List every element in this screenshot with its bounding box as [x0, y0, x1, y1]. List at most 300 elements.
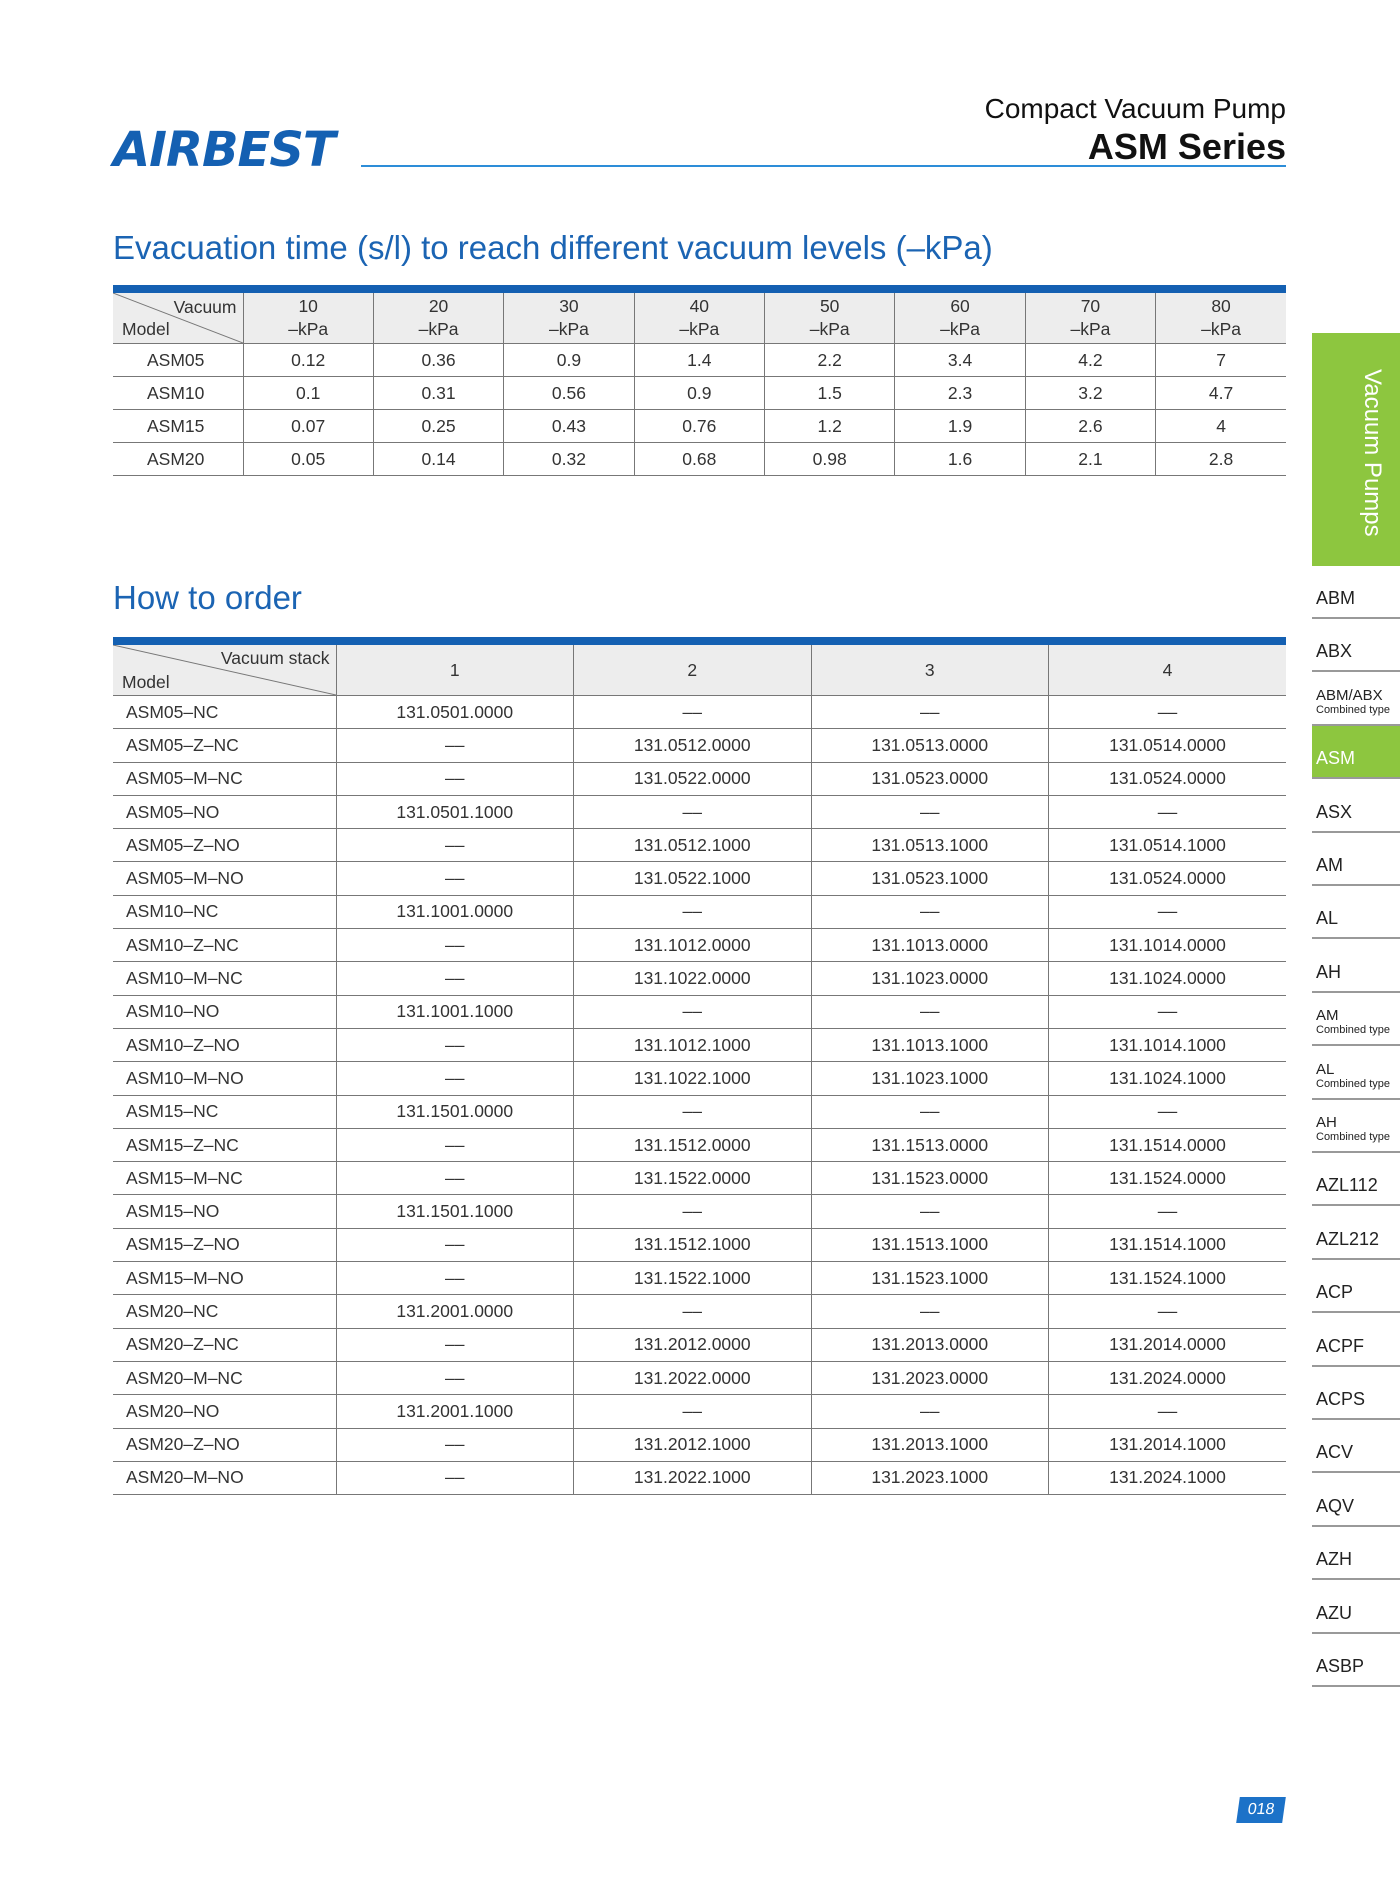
- order-number-cell: ––: [1049, 995, 1287, 1028]
- model-cell: ASM15–M–NO: [113, 1262, 336, 1295]
- order-number-cell: 131.1523.0000: [811, 1162, 1049, 1195]
- column-unit: –kPa: [809, 319, 850, 339]
- order-number-cell: ––: [574, 1195, 812, 1228]
- page-number-badge: [1236, 1797, 1286, 1823]
- nav-item-label: ACV: [1316, 1442, 1354, 1463]
- order-number-cell: ––: [1049, 895, 1287, 928]
- table-row: [113, 696, 1286, 729]
- evacuation-time-cell: 3.2: [1025, 377, 1155, 410]
- model-cell: ASM15–M–NC: [113, 1162, 336, 1195]
- header-subtitle: Compact Vacuum Pump: [984, 93, 1286, 124]
- evacuation-column-header: [634, 289, 764, 344]
- evacuation-column-header: [504, 289, 634, 344]
- evacuation-time-cell: 0.12: [243, 344, 373, 377]
- model-cell: ASM05–M–NO: [113, 862, 336, 895]
- model-cell: ASM10–Z–NO: [113, 1028, 336, 1061]
- order-number-cell: ––: [336, 1461, 574, 1494]
- nav-item-label: ASX: [1316, 801, 1353, 822]
- order-number-cell: 131.1514.0000: [1049, 1128, 1287, 1161]
- order-number-cell: ––: [574, 995, 812, 1028]
- order-number-cell: 131.1501.0000: [336, 1095, 574, 1128]
- evacuation-time-cell: 4.7: [1156, 377, 1286, 410]
- table-row: [113, 443, 1286, 476]
- nav-item-label: AH: [1316, 1113, 1337, 1131]
- order-number-cell: 131.1501.1000: [336, 1195, 574, 1228]
- order-number-cell: 131.1023.1000: [811, 1062, 1049, 1095]
- order-number-cell: 131.2023.1000: [811, 1461, 1049, 1494]
- model-cell: ASM15–NC: [113, 1095, 336, 1128]
- order-table: [113, 637, 1286, 1495]
- nav-item-azl112[interactable]: [1312, 1153, 1400, 1206]
- order-number-cell: ––: [336, 1228, 574, 1261]
- nav-item-label: ACPS: [1316, 1388, 1366, 1409]
- order-number-cell: ––: [574, 1295, 812, 1328]
- evacuation-time-cell: 0.14: [373, 443, 503, 476]
- evacuation-time-cell: 0.76: [634, 410, 764, 443]
- order-number-cell: 131.2012.0000: [574, 1328, 812, 1361]
- table-row: [113, 895, 1286, 928]
- order-number-cell: ––: [336, 862, 574, 895]
- evacuation-corner-cell: [113, 289, 243, 344]
- table-row: [113, 1062, 1286, 1095]
- order-number-cell: ––: [336, 1062, 574, 1095]
- evacuation-column-header: [1025, 289, 1155, 344]
- order-number-cell: 131.1513.1000: [811, 1228, 1049, 1261]
- order-number-cell: ––: [336, 962, 574, 995]
- order-number-cell: 131.1012.1000: [574, 1028, 812, 1061]
- nav-item-label: ACPF: [1316, 1335, 1365, 1356]
- order-number-cell: ––: [336, 1262, 574, 1295]
- order-number-cell: 131.2012.1000: [574, 1428, 812, 1461]
- table-row: [113, 795, 1286, 828]
- nav-item-label-group: [1316, 1549, 1352, 1570]
- order-number-cell: 131.2014.1000: [1049, 1428, 1287, 1461]
- nav-item-label: AH: [1316, 961, 1342, 982]
- model-cell: ASM10–NC: [113, 895, 336, 928]
- evacuation-time-cell: 0.1: [243, 377, 373, 410]
- order-number-cell: ––: [336, 1328, 574, 1361]
- nav-item-label-group: [1316, 1004, 1390, 1036]
- order-number-cell: 131.1001.1000: [336, 995, 574, 1028]
- order-number-cell: ––: [811, 696, 1049, 729]
- nav-item-sublabel: Combined type: [1316, 703, 1390, 716]
- nav-item-asx[interactable]: [1312, 779, 1400, 832]
- order-number-cell: ––: [1049, 1395, 1287, 1428]
- vacuum-stack-column-header: 1: [336, 641, 574, 696]
- evacuation-time-cell: 0.32: [504, 443, 634, 476]
- evacuation-time-cell: 1.5: [765, 377, 895, 410]
- order-number-cell: 131.1024.1000: [1049, 1062, 1287, 1095]
- table-row: [113, 1295, 1286, 1328]
- order-number-cell: 131.1023.0000: [811, 962, 1049, 995]
- nav-item-label: ACP: [1316, 1282, 1354, 1303]
- table-row: [113, 829, 1286, 862]
- nav-item-label-group: [1316, 1389, 1365, 1410]
- order-number-cell: ––: [811, 1095, 1049, 1128]
- nav-item-label-group: [1316, 855, 1343, 876]
- table-row: [113, 1128, 1286, 1161]
- nav-item-label: ASBP: [1316, 1655, 1365, 1676]
- order-number-cell: 131.0501.1000: [336, 795, 574, 828]
- order-number-cell: ––: [574, 1095, 812, 1128]
- order-number-cell: 131.1524.0000: [1049, 1162, 1287, 1195]
- nav-item-label-group: [1316, 1111, 1390, 1143]
- model-cell: ASM15–NO: [113, 1195, 336, 1228]
- nav-item-label-group: [1316, 588, 1355, 609]
- nav-item-label: AZL112: [1316, 1175, 1378, 1196]
- order-number-cell: ––: [811, 795, 1049, 828]
- nav-item-abx[interactable]: [1312, 619, 1400, 672]
- nav-item-am[interactable]: [1312, 833, 1400, 886]
- order-number-cell: ––: [336, 1162, 574, 1195]
- model-cell: ASM05–NC: [113, 696, 336, 729]
- nav-item-label-group: [1316, 1603, 1352, 1624]
- order-table-body: [113, 696, 1286, 1495]
- nav-item-acp[interactable]: [1312, 1260, 1400, 1313]
- order-number-cell: 131.1022.0000: [574, 962, 812, 995]
- evacuation-time-cell: 0.43: [504, 410, 634, 443]
- order-number-cell: 131.0513.1000: [811, 829, 1049, 862]
- order-number-cell: 131.0522.0000: [574, 762, 812, 795]
- nav-item-label-group: [1316, 802, 1352, 823]
- nav-item-label: ASM: [1316, 748, 1356, 769]
- order-number-cell: ––: [1049, 1295, 1287, 1328]
- column-vacuum-value: 60: [950, 296, 970, 316]
- order-number-cell: 131.2022.0000: [574, 1361, 812, 1394]
- evacuation-time-cell: 1.4: [634, 344, 764, 377]
- evacuation-column-header: [243, 289, 373, 344]
- table-row: [113, 1428, 1286, 1461]
- column-vacuum-value: 70: [1080, 296, 1101, 316]
- evacuation-time-cell: 0.31: [373, 377, 503, 410]
- corner-label-vacuum-stack: Vacuum stack: [220, 648, 330, 668]
- column-unit: –kPa: [418, 319, 459, 339]
- order-number-cell: 131.2001.0000: [336, 1295, 574, 1328]
- table-row: [113, 995, 1286, 1028]
- evacuation-time-cell: 1.2: [765, 410, 895, 443]
- column-unit: –kPa: [679, 319, 720, 339]
- table-row: [113, 377, 1286, 410]
- order-number-cell: ––: [811, 895, 1049, 928]
- evacuation-column-header: [895, 289, 1025, 344]
- nav-item-azu[interactable]: [1312, 1580, 1400, 1633]
- column-unit: –kPa: [1201, 319, 1241, 339]
- order-number-cell: 131.1014.1000: [1049, 1028, 1287, 1061]
- order-number-cell: ––: [336, 929, 574, 962]
- table-row: [113, 410, 1286, 443]
- order-number-cell: 131.1012.0000: [574, 929, 812, 962]
- evacuation-section-title: Evacuation time (s/l) to reach different vacuum levels (–kPa): [113, 229, 993, 266]
- evacuation-time-cell: 0.56: [504, 377, 634, 410]
- page-number: 018: [1246, 1801, 1276, 1818]
- evacuation-time-cell: 0.68: [634, 443, 764, 476]
- table-row: [113, 344, 1286, 377]
- order-section-title: How to order: [113, 579, 302, 616]
- nav-item-label: ABM: [1316, 588, 1356, 608]
- evacuation-time-cell: 2.2: [765, 344, 895, 377]
- order-header-row: [113, 641, 1286, 696]
- column-vacuum-value: 80: [1211, 296, 1231, 316]
- corner-label-model: Model: [122, 672, 170, 692]
- page-header: [113, 88, 1286, 178]
- model-cell: ASM20: [113, 443, 243, 476]
- order-number-cell: 131.0524.0000: [1049, 762, 1287, 795]
- order-number-cell: 131.1014.0000: [1049, 929, 1287, 962]
- column-vacuum-value: 20: [428, 296, 449, 316]
- evacuation-column-header: [373, 289, 503, 344]
- nav-item-label-group: [1316, 684, 1390, 716]
- order-number-cell: 131.1524.1000: [1049, 1262, 1287, 1295]
- nav-item-label: AQV: [1316, 1495, 1355, 1516]
- corner-label-model: Model: [122, 319, 170, 339]
- evacuation-time-cell: 4.2: [1025, 344, 1155, 377]
- nav-item-al-combined[interactable]: [1312, 1046, 1400, 1099]
- evacuation-time-cell: 2.3: [895, 377, 1025, 410]
- column-unit: –kPa: [288, 319, 329, 339]
- order-number-cell: 131.1512.0000: [574, 1128, 812, 1161]
- order-number-cell: ––: [336, 1361, 574, 1394]
- order-number-cell: ––: [336, 829, 574, 862]
- table-row: [113, 1361, 1286, 1394]
- vacuum-stack-column-header: 3: [811, 641, 1049, 696]
- nav-item-label-group: [1316, 641, 1352, 662]
- nav-item-abm-abx-combined[interactable]: [1312, 672, 1400, 725]
- evacuation-time-cell: 0.9: [634, 377, 764, 410]
- evacuation-column-header: [1156, 289, 1286, 344]
- order-number-cell: 131.0524.0000: [1049, 862, 1287, 895]
- nav-item-azh[interactable]: [1312, 1527, 1400, 1580]
- evacuation-time-cell: 0.9: [504, 344, 634, 377]
- order-number-cell: ––: [336, 1028, 574, 1061]
- corner-label-vacuum: Vacuum: [173, 297, 237, 317]
- order-number-cell: 131.2022.1000: [574, 1461, 812, 1494]
- evacuation-time-cell: 0.36: [373, 344, 503, 377]
- model-cell: ASM20–Z–NC: [113, 1328, 336, 1361]
- order-number-cell: ––: [811, 1195, 1049, 1228]
- nav-item-label-group: [1316, 1336, 1364, 1357]
- model-cell: ASM20–Z–NO: [113, 1428, 336, 1461]
- order-number-cell: ––: [336, 729, 574, 762]
- order-number-cell: 131.1022.1000: [574, 1062, 812, 1095]
- evacuation-table: [113, 285, 1286, 476]
- order-number-cell: 131.2001.1000: [336, 1395, 574, 1428]
- order-number-cell: 131.1523.1000: [811, 1262, 1049, 1295]
- nav-item-al[interactable]: [1312, 886, 1400, 939]
- model-cell: ASM15: [113, 410, 243, 443]
- evacuation-time-cell: 2.8: [1156, 443, 1286, 476]
- model-cell: ASM20–M–NC: [113, 1361, 336, 1394]
- nav-item-label-group: [1316, 1058, 1390, 1090]
- nav-item-sublabel: Combined type: [1316, 1130, 1390, 1143]
- nav-item-ah[interactable]: [1312, 939, 1400, 992]
- evacuation-time-cell: 2.1: [1025, 443, 1155, 476]
- header-title: ASM Series: [1087, 126, 1286, 167]
- order-number-cell: ––: [1049, 1095, 1287, 1128]
- nav-item-label-group: [1316, 748, 1355, 769]
- table-row: [113, 1095, 1286, 1128]
- nav-item-label-group: [1316, 1229, 1379, 1250]
- order-number-cell: 131.0513.0000: [811, 729, 1049, 762]
- order-number-cell: 131.2024.1000: [1049, 1461, 1287, 1494]
- column-unit: –kPa: [940, 319, 980, 339]
- order-number-cell: 131.2024.0000: [1049, 1361, 1287, 1394]
- order-number-cell: 131.2014.0000: [1049, 1328, 1287, 1361]
- order-number-cell: ––: [574, 795, 812, 828]
- order-number-cell: ––: [811, 1295, 1049, 1328]
- evacuation-time-cell: 4: [1156, 410, 1286, 443]
- model-cell: ASM05–M–NC: [113, 762, 336, 795]
- order-number-cell: 131.1013.0000: [811, 929, 1049, 962]
- order-number-cell: 131.0523.0000: [811, 762, 1049, 795]
- model-cell: ASM05–Z–NC: [113, 729, 336, 762]
- order-number-cell: 131.1513.0000: [811, 1128, 1049, 1161]
- order-number-cell: 131.1522.0000: [574, 1162, 812, 1195]
- model-cell: ASM10–M–NC: [113, 962, 336, 995]
- nav-item-label-group: [1316, 908, 1338, 929]
- column-vacuum-value: 30: [559, 296, 579, 316]
- model-cell: ASM10–Z–NC: [113, 929, 336, 962]
- table-row: [113, 929, 1286, 962]
- order-number-cell: 131.1001.0000: [336, 895, 574, 928]
- nav-item-label: AM: [1316, 1007, 1339, 1025]
- table-row: [113, 1262, 1286, 1295]
- column-vacuum-value: 50: [819, 296, 840, 316]
- order-number-cell: 131.1522.1000: [574, 1262, 812, 1295]
- order-number-cell: ––: [574, 1395, 812, 1428]
- order-corner-cell: [113, 641, 336, 696]
- table-row: [113, 762, 1286, 795]
- model-cell: ASM10: [113, 377, 243, 410]
- order-number-cell: ––: [1049, 795, 1287, 828]
- order-number-cell: 131.2013.0000: [811, 1328, 1049, 1361]
- evacuation-header-row: [113, 289, 1286, 344]
- order-number-cell: 131.0522.1000: [574, 862, 812, 895]
- evacuation-time-cell: 3.4: [895, 344, 1025, 377]
- order-number-cell: ––: [574, 696, 812, 729]
- nav-item-label: ABM/ABX: [1316, 686, 1383, 704]
- evacuation-time-cell: 0.25: [373, 410, 503, 443]
- evacuation-time-cell: 1.6: [895, 443, 1025, 476]
- model-cell: ASM05–NO: [113, 795, 336, 828]
- nav-item-acpf[interactable]: [1312, 1313, 1400, 1366]
- order-number-cell: 131.2023.0000: [811, 1361, 1049, 1394]
- order-number-cell: 131.0523.1000: [811, 862, 1049, 895]
- model-cell: ASM20–NO: [113, 1395, 336, 1428]
- order-number-cell: 131.2013.1000: [811, 1428, 1049, 1461]
- nav-item-label-group: [1316, 1175, 1378, 1196]
- nav-item-sublabel: Combined type: [1316, 1024, 1390, 1037]
- table-row: [113, 1195, 1286, 1228]
- nav-item-aqv[interactable]: [1312, 1473, 1400, 1526]
- order-number-cell: ––: [336, 1428, 574, 1461]
- model-cell: ASM05: [113, 344, 243, 377]
- nav-item-asbp[interactable]: [1312, 1634, 1400, 1687]
- model-cell: ASM15–Z–NC: [113, 1128, 336, 1161]
- evacuation-table-body: [113, 344, 1286, 476]
- evacuation-time-cell: 7: [1156, 344, 1286, 377]
- table-row: [113, 1228, 1286, 1261]
- nav-item-label-group: [1316, 1442, 1353, 1463]
- nav-item-label: AL: [1316, 1060, 1335, 1078]
- model-cell: ASM15–Z–NO: [113, 1228, 336, 1261]
- column-vacuum-value: 40: [689, 296, 710, 316]
- order-number-cell: 131.1024.0000: [1049, 962, 1287, 995]
- side-nav-header-label: Vacuum Pumps: [1359, 369, 1386, 537]
- evacuation-time-cell: 0.98: [765, 443, 895, 476]
- nav-item-label-group: [1316, 1496, 1354, 1517]
- model-cell: ASM20–NC: [113, 1295, 336, 1328]
- order-number-cell: 131.0514.0000: [1049, 729, 1287, 762]
- nav-item-asm[interactable]: [1312, 726, 1400, 779]
- model-cell: ASM10–M–NO: [113, 1062, 336, 1095]
- order-number-cell: 131.1013.1000: [811, 1028, 1049, 1061]
- order-number-cell: 131.1512.1000: [574, 1228, 812, 1261]
- nav-item-label: ABX: [1316, 641, 1353, 662]
- nav-item-label-group: [1316, 1282, 1353, 1303]
- nav-item-abm[interactable]: [1312, 569, 1400, 619]
- nav-item-label-group: [1316, 1656, 1364, 1677]
- column-vacuum-value: 10: [298, 296, 318, 316]
- table-row: [113, 1028, 1286, 1061]
- order-number-cell: ––: [1049, 1195, 1287, 1228]
- table-row: [113, 862, 1286, 895]
- table-row: [113, 1328, 1286, 1361]
- nav-item-ah-combined[interactable]: [1312, 1100, 1400, 1153]
- order-number-cell: 131.0512.0000: [574, 729, 812, 762]
- order-number-cell: ––: [336, 1128, 574, 1161]
- table-row: [113, 1461, 1286, 1494]
- order-number-cell: ––: [336, 762, 574, 795]
- nav-item-label-group: [1316, 962, 1341, 983]
- nav-item-label: AZU: [1316, 1602, 1352, 1623]
- column-unit: –kPa: [1070, 319, 1111, 339]
- order-number-cell: ––: [574, 895, 812, 928]
- table-row: [113, 1162, 1286, 1195]
- model-cell: ASM05–Z–NO: [113, 829, 336, 862]
- nav-item-am-combined[interactable]: [1312, 993, 1400, 1046]
- column-unit: –kPa: [548, 319, 589, 339]
- evacuation-time-cell: 0.07: [243, 410, 373, 443]
- nav-item-acv[interactable]: [1312, 1420, 1400, 1473]
- nav-item-label: AM: [1316, 854, 1343, 875]
- order-number-cell: ––: [1049, 696, 1287, 729]
- order-number-cell: 131.0501.0000: [336, 696, 574, 729]
- evacuation-column-header: [765, 289, 895, 344]
- airbest-logo: AIRBEST: [113, 122, 335, 178]
- evacuation-time-cell: 0.05: [243, 443, 373, 476]
- nav-item-label: AZL212: [1316, 1228, 1380, 1249]
- order-number-cell: 131.0514.1000: [1049, 829, 1287, 862]
- side-nav-header: [1312, 333, 1400, 566]
- nav-item-label: AL: [1316, 908, 1339, 929]
- nav-item-acps[interactable]: [1312, 1367, 1400, 1420]
- order-number-cell: 131.0512.1000: [574, 829, 812, 862]
- nav-item-label: AZH: [1316, 1549, 1352, 1570]
- table-row: [113, 729, 1286, 762]
- model-cell: ASM20–M–NO: [113, 1461, 336, 1494]
- vacuum-stack-column-header: 4: [1049, 641, 1287, 696]
- evacuation-time-cell: 2.6: [1025, 410, 1155, 443]
- table-row: [113, 1395, 1286, 1428]
- nav-item-azl212[interactable]: [1312, 1206, 1400, 1259]
- table-row: [113, 962, 1286, 995]
- evacuation-time-cell: 1.9: [895, 410, 1025, 443]
- vacuum-stack-column-header: 2: [574, 641, 812, 696]
- order-number-cell: ––: [811, 1395, 1049, 1428]
- nav-item-sublabel: Combined type: [1316, 1077, 1390, 1090]
- order-number-cell: ––: [811, 995, 1049, 1028]
- model-cell: ASM10–NO: [113, 995, 336, 1028]
